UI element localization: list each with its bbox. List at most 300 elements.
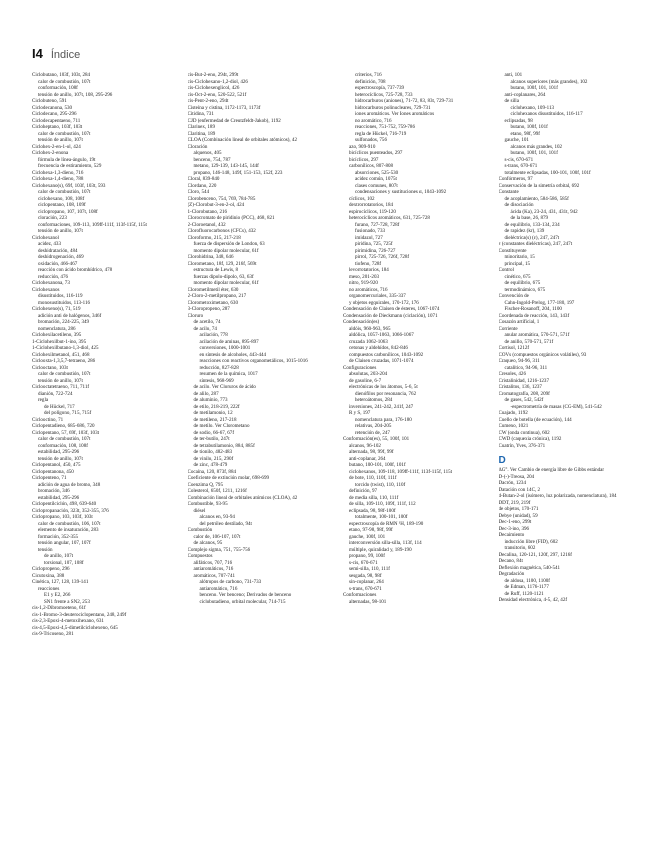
index-subentry: clases comunes, 807t <box>355 182 398 189</box>
index-subentry: etano, 97-98, 98f, 99f <box>349 527 393 533</box>
index-subentry: de gasoline, 6-7 <box>349 377 382 384</box>
index-subentry: anular aromática, 570-571, 571f <box>504 332 570 338</box>
index-entry: Dec-3-ino, 396 <box>498 525 530 532</box>
index-subentry: tensión de anillo, 107t <box>38 455 83 462</box>
index-subentry: de equilibrio, 133-134, 234 <box>504 221 560 228</box>
index-subentry: alternada, 98, 99f, 99f <box>349 449 394 455</box>
index-subentry: de tionilo, 482-483 <box>193 449 233 455</box>
index-subentry: -espectrometría de masas (CG-EM), 541-542 <box>510 403 602 410</box>
index-entry: Constante <box>498 189 519 195</box>
index-subentry: de anillo, 570-571, 571f <box>504 338 554 345</box>
index-subentry: alifáticos, 707, 716 <box>193 559 233 566</box>
index-subentry: aldólica, 1057-1063, 1066-1067 <box>349 332 414 338</box>
index-entry: Ciclopentanol, 450, 475 <box>32 462 81 468</box>
index-column-4-entries <box>499 72 643 449</box>
index-subentry: calor de combustión, 106, 107t <box>38 520 101 527</box>
index-subentry: conformación, 108f <box>38 85 78 91</box>
index-subentry: definición, 97 <box>349 488 378 494</box>
index-subentry: síntesis, 968-969 <box>199 377 234 384</box>
index-subentry: estabilidad, 295-296 <box>38 494 80 501</box>
index-entry: 2-Cloroetanol, 432 <box>187 221 226 228</box>
index-entry: Decalina, 120-121, 120f, 297, 1216f <box>498 551 572 558</box>
index-subentry: ciclohexano, 109-113 <box>510 104 555 111</box>
index-subentry: de silla <box>504 98 519 104</box>
index-subentry: gauche, 101 <box>504 137 529 143</box>
index-subentry: sulfonados, 756 <box>355 137 387 143</box>
index-subentry: alternadas, 98-101 <box>349 598 387 605</box>
index-subentry: definición, 708 <box>355 78 386 85</box>
index-subentry: inducción libre (FID), 602 <box>504 538 558 545</box>
index-subentry: y objetos egquirales, 170-172, 176 <box>349 299 419 306</box>
index-subentry: de acilo, 74 <box>193 325 217 332</box>
index-entry: Coenzima Q, 795 <box>187 481 223 488</box>
index-subentry: de metilo. Ver Clorometano <box>193 423 250 429</box>
index-subentry: cetonas y aldehídos, 842-846 <box>349 345 408 351</box>
index-entry: Cosazón artificial, 1 <box>498 319 540 325</box>
index-entry: Convención de <box>498 293 529 299</box>
index-subentry: de gases, 542, 542f <box>504 397 544 403</box>
index-subentry: de bote, 110, 110f, 111f <box>349 475 397 481</box>
index-entry: CJD (enfermedad de Creutzfeldt-Jakob), 1192 <box>187 117 281 124</box>
index-subentry: conformaciones, 109-113, 109ff-111f, 113f-115f, 115t <box>38 221 147 228</box>
index-entry: Clorohidrina, 348, 646 <box>187 254 234 260</box>
index-entry: Deflexión magnética, 540-541 <box>498 564 561 571</box>
index-entry: Conformaciones <box>343 592 377 598</box>
index-entry: Complejo sigma, 751, 755-756 <box>187 546 251 553</box>
index-entry: Ciclohex-2-en-1-ol, 424 <box>32 143 81 150</box>
index-entry: Ciclobutano, 103f, 103t, 284 <box>32 72 91 78</box>
index-subentry: cinético, 675 <box>504 273 531 280</box>
index-subentry: tiofeno, 728f <box>355 260 382 267</box>
index-entry: Clarinex, 189 <box>187 124 215 130</box>
index-subentry: minoritario, 15 <box>504 254 535 260</box>
index-entry: ΔG°. Ver Cambio de energía libre de Gibbs estándar <box>498 467 605 473</box>
index-entry: Control <box>498 267 514 273</box>
index-subentry: momento dipolar molecular, 61f <box>193 280 259 286</box>
index-subentry: iones aromáticos. Ver Iones aromáticos <box>355 111 435 117</box>
index-subentry: antiaromáticos, 716 <box>193 566 234 572</box>
index-entry: Cloroformo, 215, 217-218 <box>187 234 241 241</box>
index-subentry: meso, 201-203 <box>349 273 379 280</box>
index-subentry: de tetrabutilamonio, 884, 885f <box>193 442 255 449</box>
index-subentry: de Hückel, 717 <box>44 403 75 410</box>
index-subentry: alcanos en, 93-94 <box>199 514 235 520</box>
index-subentry: catalítico, 94-96, 311 <box>504 364 548 371</box>
index-entry: Cicutoxina, 388 <box>32 572 65 579</box>
index-entry: Ciclohexa-1,3-dieno, 716 <box>32 169 84 176</box>
index-subentry: cíclicos, 102 <box>349 195 375 202</box>
index-entry: cis-Oct-2-eno, 520-522, 521f <box>187 91 247 98</box>
index-entry: Condensación de Dieckmann (ciclación), 1071 <box>343 312 438 319</box>
index-subentry: de silla, 109-110, 109f, 111f, 112 <box>349 501 416 507</box>
index-subentry: espectroscopía de RMN ¹H, 189-190 <box>349 520 424 527</box>
index-subentry: de rapidez (kr), 139 <box>504 228 545 234</box>
index-entry: Condensación de Claisen de ésteres, 1067-1074 <box>343 306 440 312</box>
index-entry: Clorobenceno, 754, 769, 784-785 <box>187 195 256 202</box>
index-subentry: s-trans, 670-671 <box>504 163 538 169</box>
index-subentry: de media silla, 110, 111f <box>349 494 399 501</box>
index-entry: ε (constantes dieléctricas), 247, 247t <box>498 241 573 247</box>
index-subentry: alcanos, 96-102 <box>349 442 381 449</box>
index-entry: Combinación lineal de orbitales atómicos (CLOA), 42 <box>187 494 298 501</box>
index-subentry: levorrotatorios, 184 <box>349 267 389 273</box>
index-subentry: heteroátomos, 284 <box>355 397 393 403</box>
index-subentry: Cahn-Ingold-Prelog, 177-180, 197 <box>504 299 575 306</box>
index-subentry: Fischer-Rosanoff, 204, 1100 <box>504 306 562 312</box>
index-subentry: de sodio, 66-67, 67f <box>193 429 235 436</box>
index-subentry: frecuencia de estiramiento, 529 <box>38 163 102 169</box>
index-subentry: fuerza de dispersión de London, 63 <box>193 241 265 247</box>
index-subentry: dieléctrica(s) (ε), 247, 247t <box>504 234 560 241</box>
index-subentry: espectroscopía, 737-739 <box>355 85 405 91</box>
index-subentry: bicíclicos, 297 <box>349 156 379 163</box>
index-subentry: ciclohexanos, 109-118, 109ff-111f, 113f-115f, 115t <box>349 468 453 475</box>
index-entry: Craqueo, 94-96, 311 <box>498 358 540 364</box>
index-subentry: de acetilo, 74 <box>193 319 221 325</box>
index-subentry: furano, 727-728, 728f <box>355 221 400 228</box>
index-subentry: reacción con ácido bromhídrico, 478 <box>38 267 113 273</box>
index-subentry: s-cis, 670-671 <box>349 559 378 566</box>
index-subentry: hidrocarburos (aniones), 71-72, 83, 83t, 729-731 <box>355 98 454 104</box>
index-subentry: espirocíclicos, 119-120 <box>349 208 396 215</box>
index-subentry: en síntesis de alcoholes, 443-444 <box>199 351 267 358</box>
index-entry: d-Butan-2-ol (isómero, luz polarizada, nomenclatura), 184 <box>498 493 617 499</box>
index-subentry: benceno. Ver benceno; Derivados de benceno <box>199 592 292 598</box>
index-subentry: tensión de anillo, 107t, 108, 295-296 <box>38 91 113 98</box>
index-entry: Ciclopropano, 103, 103f, 103t <box>32 514 93 520</box>
index-entry: Ciclohexanos <box>32 286 60 293</box>
index-entry: Cloral, 839-840 <box>187 176 220 182</box>
index-subentry: tensión de anillo, 107t <box>38 228 83 234</box>
index-subentry: relativas, 204-205 <box>355 423 392 429</box>
index-subentry: reducción, 827-828 <box>199 364 239 371</box>
index-subentry: reacciones <box>38 585 60 592</box>
index-entry: Ciclohexa-1,4-dieno, 788 <box>32 176 84 182</box>
index-subentry: torsional, 107, 108f <box>44 559 84 566</box>
index-subentry: heterocíclicos aromáticos, 631, 725-728 <box>349 215 430 221</box>
index-entry: Conformación(es), 55, 100f, 101 <box>343 436 410 442</box>
index-subentry: butano, 100f, 101f <box>510 124 548 130</box>
index-entry: Ciclopentadieno, 685-686, 720 <box>32 423 95 429</box>
index-subentry: dextrorrotatorios, 184 <box>349 202 394 208</box>
index-entry: Cloruro <box>187 312 204 319</box>
index-subentry: principal, 15 <box>504 260 531 267</box>
index-subentry: tensión angular, 107, 107f <box>38 540 91 546</box>
index-subentry: de la base, 26, 879 <box>510 215 549 221</box>
index-entry: Ciclooctatetraeno, 711, 711f <box>32 384 90 390</box>
index-subentry: resumen de la química, 1017 <box>199 371 258 377</box>
index-subentry: ciclopentano, 108, 109f <box>38 202 86 208</box>
index-subentry: de disociación <box>504 202 534 208</box>
index-subentry: de ter-butilo, 247t <box>193 436 230 442</box>
index-subentry: torcido (twist), 110, 110f <box>355 481 406 488</box>
index-subentry: eclipsada, 98, 98f-100f <box>349 507 396 514</box>
index-subentry: benceno, 754, 787 <box>193 156 231 163</box>
index-entry: Cresoles, 426 <box>498 371 526 377</box>
index-subentry: de Ruff, 1120-1121 <box>504 590 544 597</box>
index-subentry: aromáticos, 707-741 <box>193 572 235 579</box>
index-subentry: calor de, 106-107, 107t <box>193 533 241 540</box>
index-subentry: ciclobutadieno, orbital molecular, 714-715 <box>199 598 286 605</box>
index-subentry: acidez, 433 <box>38 241 61 247</box>
index-entry: cis-1-Bromo-3-deuterociclopentano, 248, 249f <box>32 611 127 618</box>
index-entry: Ciclohex-2-enona <box>32 150 69 156</box>
index-entry: Ciclooctino, 71 <box>32 416 64 423</box>
index-subentry: de aldosa, 1100, 1100f <box>504 577 550 584</box>
index-subentry: de Edman, 1176-1177 <box>504 584 549 590</box>
index-subentry: de acoplamiento, 584-586, 585f <box>504 195 569 202</box>
index-subentry: aldóis, 960-963, 965 <box>349 325 391 332</box>
index-entry: Ciclopentilciclón, 498, 639-640 <box>32 501 97 507</box>
index-subentry: de vinilo, 215, 290f <box>193 455 234 462</box>
index-entry: Coordenada de reacción, 143, 143f <box>498 312 570 319</box>
index-entry: cis-Ciclohexenglicol, 426 <box>187 85 240 91</box>
index-subentry: butano, 100-101, 100f, 101f <box>349 462 406 468</box>
index-subentry: azo, 909-910 <box>349 143 376 150</box>
index-subentry: elemento de insaturación, 283 <box>38 527 99 533</box>
index-entry: Decano, 84t <box>498 558 523 564</box>
index-subentry: conversiones, 1000-1001 <box>199 345 251 351</box>
index-subentry: butano, 100f, 101, 101f <box>510 150 558 156</box>
page-number: I4 <box>32 46 43 61</box>
index-entry: Combustión <box>187 527 213 533</box>
index-subentry: tensión <box>38 546 53 553</box>
index-subentry: momento dipolar molecular, 61f <box>193 247 259 254</box>
index-entry: Confórmeros, 97 <box>498 176 533 182</box>
index-entry: Clorocromato de piridinio (PCC), 468, 821 <box>187 215 275 221</box>
index-entry: Cuajado, 1192 <box>498 410 528 416</box>
index-entry: CWD (caquexia crónica), 1192 <box>498 436 562 442</box>
index-subentry: de metileno, 217-218 <box>193 416 237 423</box>
index-subentry: sesgada, 98, 98f <box>349 572 382 579</box>
index-subentry: imidazol, 727 <box>355 234 383 241</box>
index-entry: CW (onda continua), 602 <box>498 429 550 436</box>
index-entry: 1-Clorobutano, 216 <box>187 208 228 215</box>
index-subentry: deshidrogenación, 469 <box>38 254 84 260</box>
index-subentry: electrónicas de los átomos, 5-6, 5t <box>349 384 418 390</box>
index-subentry: compuestos carbonílicos, 1043-1092 <box>349 351 424 358</box>
index-entry: Cortisol, 1212f <box>498 345 530 351</box>
index-subentry: de metilamonio, 12 <box>193 410 233 416</box>
index-subentry: pirrol, 725-726, 726f, 728f <box>355 254 410 260</box>
index-entry: Ciclopropeno, 296 <box>32 566 70 572</box>
index-entry: Densidad electrónica, 4-5, 42, 42f <box>498 597 568 603</box>
index-subentry: sin-coplanar, 264 <box>349 579 384 585</box>
index-subentry: calor de combustión, 107t <box>38 130 91 137</box>
index-subentry: reacciones con reactivos organometálicos, 1015-1016 <box>199 358 308 364</box>
index-subentry: disustituidos, 116-119 <box>38 293 83 299</box>
index-subentry: de Claisen cruzadas, 1071-1074 <box>349 358 414 364</box>
index-entry: Cuello de botella (de ecuación), 144 <box>498 416 572 423</box>
index-subentry: alótropos de carbono, 731-733 <box>199 579 262 585</box>
index-entry: Datación con 14C, 2 <box>498 486 540 493</box>
index-entry: Decaimiento <box>498 532 525 538</box>
index-subentry: bromación, 224-225, 349 <box>38 319 90 325</box>
index-entry: 1-Ciclohexilbutano-1,3-diol, 425 <box>32 345 99 351</box>
index-entry: cis-1,2-Dibromoeteno, 61f <box>32 605 86 611</box>
index-subentry: deshidratación, 484 <box>38 247 78 254</box>
index-subentry: ciclopropano, 107, 107t, 108f <box>38 208 98 215</box>
index-subentry: oxidación, 466-467 <box>38 260 78 267</box>
index-entry: cis-4,5-Epoxi-4,5-dimetilciclohexeno, 645 <box>32 624 118 631</box>
index-subentry: múltiple, quiralidad y, 189-190 <box>349 546 412 553</box>
index-column-3 <box>343 72 487 832</box>
index-entry: Ciclohexano(s), 69f, 103f, 103t, 593 <box>32 182 106 189</box>
index-entry: Cloro, 544 <box>187 189 210 195</box>
index-entry: Clordano, 220 <box>187 182 217 189</box>
index-entry: Ciclopropanación, 323t, 352-355, 376 <box>32 507 109 514</box>
index-subentry: inversiones, 241-242, 241f, 247 <box>349 403 414 410</box>
index-subentry: propano, 99, 100f <box>349 553 385 559</box>
index-subentry: bromación, 346 <box>38 488 70 494</box>
index-subentry: absorciones, 525-530 <box>355 169 399 176</box>
index-entry: COVs (compuestos orgánicos volátiles), 93 <box>498 351 587 358</box>
index-subentry: tensión de anillo, 107t <box>38 137 83 143</box>
index-subentry: transitorio, 602 <box>504 545 536 551</box>
index-entry: Cumeno, 1021 <box>498 423 529 429</box>
index-subentry: reacciones, 751-752, 759-786 <box>355 124 415 130</box>
index-columns <box>32 72 642 832</box>
index-entry: Condensación(es) <box>343 319 380 325</box>
index-subentry: acilación, 778 <box>199 332 228 338</box>
index-entry: Dacrón, 1234 <box>498 480 526 486</box>
index-subentry: anti, 101 <box>504 72 523 78</box>
index-subentry: estructura de Lewis, 8 <box>193 267 239 273</box>
index-subentry: retención de, 247 <box>355 429 390 436</box>
index-subentry: metano, 129-139, 143-145, 144f <box>193 163 259 169</box>
index-entry: Degradación <box>498 571 525 577</box>
index-subentry: fórmula de línea-ángulo, 19t <box>38 156 96 163</box>
index-entry: Ciclopentano, 57, 69f, 103f, 103t <box>32 429 100 436</box>
index-subentry: fuerzas dipolo-dipolo, 63, 63f <box>193 273 254 280</box>
index-entry: Cinética, 127, 128, 139-141 <box>32 579 89 585</box>
index-subentry: de anillo, 107t <box>44 553 74 559</box>
index-entry: Conservación de la simetría orbital, 692 <box>498 182 580 189</box>
index-subentry: acidez común, 1075t <box>355 176 397 182</box>
index-subentry: bicíclicos puenteados, 297 <box>349 150 403 156</box>
index-subentry: dianión, 722-724 <box>38 390 73 397</box>
index-subentry: carbonílicos, 807-808 <box>349 163 394 169</box>
section-d-entries <box>499 467 643 604</box>
index-entry: Constituyente <box>498 247 527 254</box>
index-subentry: calor de combustión, 107t <box>38 189 91 195</box>
index-entry: Ciclodecano, 295-296 <box>32 111 77 117</box>
index-subentry: de aluminio, 773 <box>193 397 228 403</box>
index-subentry: dienófilos por resonancia, 762 <box>355 390 417 397</box>
index-subentry: fusionado, 733 <box>355 228 385 234</box>
index-entry: cis-9-Tricoseno, 281 <box>32 631 74 637</box>
index-entry: Colesterol, 650f, 1211, 1216f <box>187 488 247 494</box>
index-entry: Cocaína, 120, 873f, 884 <box>187 468 236 475</box>
index-subentry: gauche, 100f, 101 <box>349 533 386 540</box>
index-subentry: monosustituidos, 113-116 <box>38 299 91 306</box>
index-subentry: etano, 98f, 99f <box>510 130 540 137</box>
index-subentry: organomercuriales, 335-337 <box>349 293 406 299</box>
index-subentry: diésel <box>193 507 206 514</box>
index-subentry: s-trans, 670-671 <box>349 585 382 592</box>
index-subentry: cruzada 1062-1063 <box>349 338 388 345</box>
index-subentry: anti-coplanares, 264 <box>504 91 546 98</box>
index-entry: Ciclohexilmetanol, 451, 468 <box>32 351 90 358</box>
index-subentry: del petróleo destilado, 94t <box>199 520 252 527</box>
index-subentry: estabilidad, 295-296 <box>38 449 80 455</box>
index-entry: cis-2,3-Epoxi-4-metoxihexano, 631 <box>32 618 104 624</box>
index-entry: Debye (unidad), 59 <box>498 512 538 519</box>
index-entry: 2-Cloro-2-metilpropano, 217 <box>187 293 247 299</box>
index-subentry: interconversión silla-silla, 113f, 114 <box>349 540 422 546</box>
index-subentry: adición de agua de bromo, 348 <box>38 481 101 488</box>
index-entry: Ciclooxta-1,3,5,7-tetraeno, 286 <box>32 358 96 364</box>
section-letter-heading: D <box>498 455 506 466</box>
index-entry: Clorometano, 18f, 129, 216f, 569t <box>187 260 257 267</box>
index-entry: Ciclooctano, 103t <box>32 364 68 371</box>
index-entry: Corriente <box>498 325 518 332</box>
index-entry: DDT, 219, 219f <box>498 499 531 506</box>
index-entry: Cuatrín, Yves, 376-371 <box>498 442 546 449</box>
index-subentry: acilación de aminas, 895-897 <box>199 338 259 345</box>
index-entry: de objetos, 170-171 <box>498 506 539 512</box>
index-subentry: absolutas, 203-204 <box>349 371 388 377</box>
index-entry: Ciclohexeno(s), 71, 519 <box>32 306 81 312</box>
index-entry: Ciclobuteno, 591 <box>32 98 67 104</box>
index-entry: Cristalitos, 136, 1237 <box>498 384 542 390</box>
index-entry: Cicloheptano, 103f, 103t <box>32 124 83 130</box>
index-subentry: alcanos más grandes, 102 <box>510 143 563 150</box>
index-entry: Ciclopentanona, 450 <box>32 468 74 475</box>
index-subentry: propano, 146-148, 149f, 151-153, 152f, 223 <box>193 169 283 176</box>
index-subentry: s-cis, 670-671 <box>504 156 534 163</box>
index-entry: Configuraciones <box>343 364 377 371</box>
index-entry: Cristalinidad, 1216-1237 <box>498 377 549 384</box>
index-entry: Coeficiente de extinción molar, 698-699 <box>187 475 270 481</box>
index-entry: Claritina, 189 <box>187 130 216 137</box>
index-entry: Ciclohexanona, 73 <box>32 280 70 286</box>
index-entry: CLOA (Combinación lineal de orbitales atómicos), 42 <box>187 137 297 143</box>
index-subentry: tensión de anillo, 107t <box>38 377 83 384</box>
index-subentry: nomenclatura, 286 <box>38 325 76 332</box>
index-subentry: cloración, 223 <box>38 215 67 221</box>
index-entry: Ciclodecapentaeno, 711 <box>32 117 81 124</box>
page-header <box>32 46 80 61</box>
index-entry: Combustible, 93-95 <box>187 501 228 507</box>
index-subentry: termodinámico, 675 <box>504 286 546 293</box>
index-subentry: conformación, 108, 108f <box>38 442 88 449</box>
index-subentry: del polígono, 715, 715f <box>44 410 92 416</box>
index-subentry: alcanos superiores (más grandes), 102 <box>510 78 588 85</box>
index-subentry: anti-coplanar, 264 <box>349 455 386 462</box>
index-subentry: regla de Hückel, 716-719 <box>355 130 407 137</box>
index-subentry: totalmente, 100-101, 100f <box>355 514 408 520</box>
index-entry: Clorometoximetano, 630 <box>187 299 238 306</box>
index-subentry: butano, 100f, 101, 101f <box>510 85 558 91</box>
index-entry: cis-But-2-eno, 294t, 299t <box>187 72 239 78</box>
index-entry: Citidina, 731 <box>187 111 214 117</box>
index-entry: 1-Ciclohexilbut-1-ino, 395 <box>32 338 87 345</box>
index-entry: Clorometilmetil éter, 630 <box>187 286 239 293</box>
index-entry: Cromatografía, 208, 209f <box>498 390 550 397</box>
index-entry: Ciclohexanol <box>32 234 59 241</box>
index-subentry: criterios, 716 <box>355 72 382 78</box>
index-subentry: de equilibrio, 675 <box>504 280 541 286</box>
index-subentry: heterocíclicos, 725-728, 733 <box>355 91 413 98</box>
index-subentry: hidrocarburos polinucleares, 729-731 <box>355 104 431 111</box>
index-entry: Ciclohexilacetileno, 395 <box>32 332 82 338</box>
index-entry: Ciclopenteno, 71 <box>32 475 67 481</box>
index-subentry: ácida (Ka), 23-24, 431, 431t, 942 <box>510 208 578 215</box>
index-subentry: eclipsadas, 98 <box>504 117 533 124</box>
index-subentry: de acilo. Ver Cloruros de ácido <box>193 384 256 390</box>
index-entry: D-(-)-Treosa, 204 <box>498 473 535 480</box>
